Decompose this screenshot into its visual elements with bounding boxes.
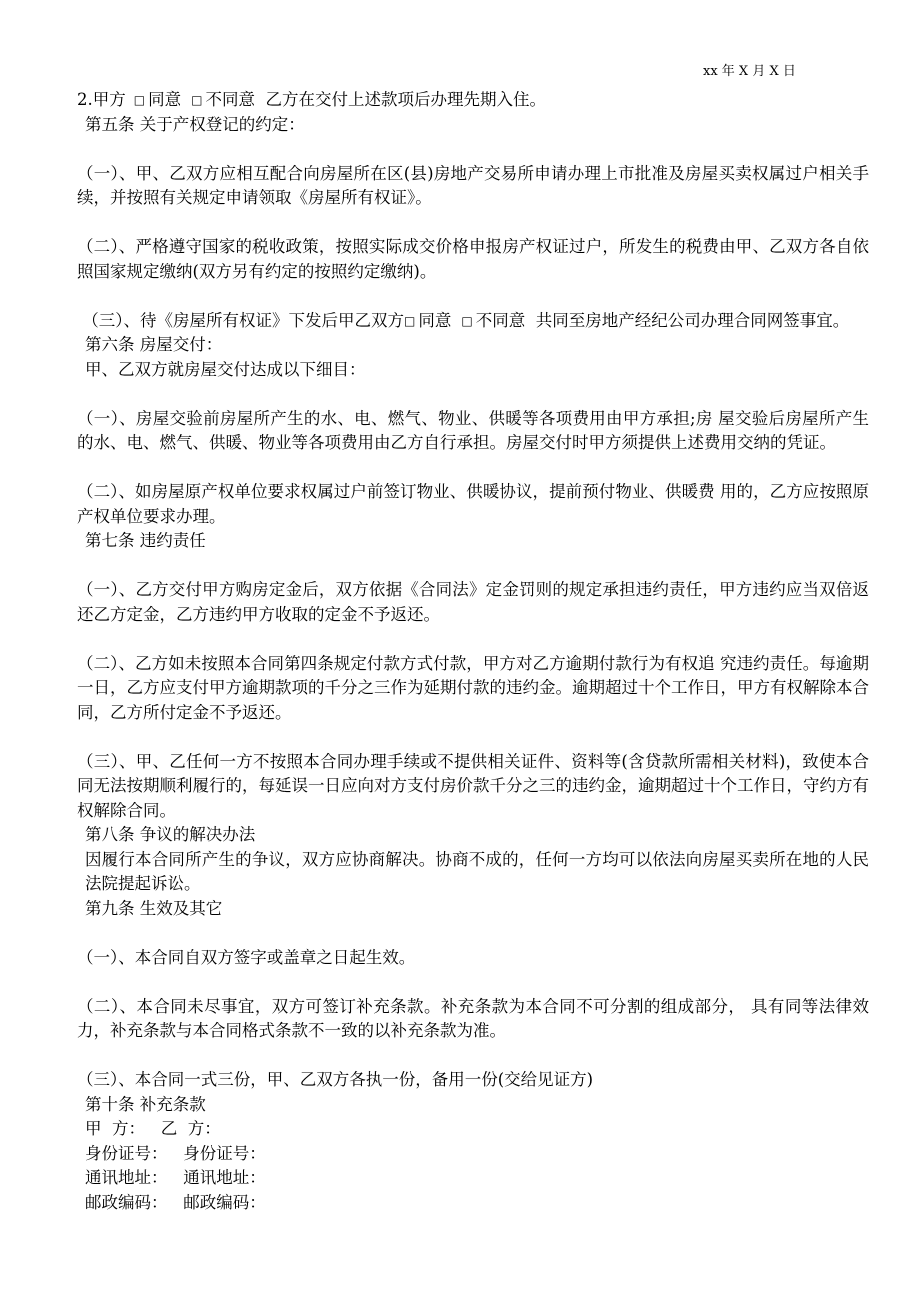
item-2-line [77, 88, 869, 113]
article-7-title: 第七条 违约责任 [85, 531, 206, 550]
article-8-para-1: 因履行本合同所产生的争议，双方应协商解决。协商不成的，任何一方均可以依法向房屋买卖所在地的人民法院提起诉讼。 [85, 849, 869, 893]
signature-postcode-line: 邮政编码： 邮政编码： [85, 1192, 266, 1212]
signature-party-line: 甲 方： 乙 方： [85, 1119, 221, 1138]
contract-body [77, 88, 869, 1215]
article-5-para-3-prefix: （三）、待《房屋所有权证》下发后甲乙双方 [82, 310, 404, 330]
article-6-title: 第六条 房屋交付： [85, 335, 223, 354]
signature-address-line: 通讯地址： 通讯地址： [85, 1168, 266, 1187]
article-9-para-3: （三）、本合同一式三份，甲、乙双方各执一份，备用一份(交给见证方) [77, 1070, 594, 1089]
article-6-para-1: （一）、房屋交验前房屋所产生的水、电、燃气、物业、供暖等各项费用由甲方承担;房 屋交验后房屋所产生的水、电、燃气、供暖、物业等各项费用由乙方自行承担。房屋交付时甲方须提供上述费用交纳的凭证。 [77, 408, 869, 452]
article-8-title: 第八条 争议的解决办法 [85, 825, 256, 844]
checkbox-disagree-icon[interactable]: □ [461, 313, 473, 328]
article-6-intro: 甲、乙双方就房屋交付达成以下细目： [85, 359, 366, 379]
article-7-para-1: （一）、乙方交付甲方购房定金后，双方依据《合同法》定金罚则的规定承担违约责任，甲方违约应当双倍返还乙方定金，乙方违约甲方收取的定金不予返还。 [77, 580, 869, 624]
article-9-title: 第九条 生效及其它 [85, 898, 223, 918]
article-9-para-2: （二）、本合同未尽事宜，双方可签订补充条款。补充条款为本合同不可分割的组成部分， 具有同等法律效力，补充条款与本合同格式条款不一致的以补充条款为准。 [77, 996, 869, 1040]
article-5-para-3-agree-label: 同意 [418, 310, 452, 330]
article-10-title: 第十条 补充条款 [85, 1094, 206, 1114]
article-5-para-3-disagree-label: 不同意 [475, 310, 526, 330]
article-5-para-3-suffix: 共同至房地产经纪公司办理合同网签事宜。 [535, 310, 850, 330]
item-2-suffix: 乙方在交付上述款项后办理先期入住。 [265, 90, 546, 109]
article-5-para-2: （二）、严格遵守国家的税收政策，按照实际成交价格申报房产权证过户，所发生的税费由甲、乙双方各自依照国家规定缴纳(双方另有约定的按照约定缴纳)。 [77, 237, 869, 281]
article-5-para-1: （一）、甲、乙双方应相互配合向房屋所在区(县)房地产交易所申请办理上市批准及房屋买卖权属过户相关手续，并按照有关规定申请领取《房屋所有权证》。 [77, 163, 869, 207]
article-5-title: 第五条 关于产权登记的约定： [85, 114, 305, 134]
item-2-disagree-label: 不同意 [205, 90, 255, 109]
header-date: xx 年 X 月 X 日 [703, 64, 796, 79]
item-2-agree-label: 同意 [148, 90, 182, 109]
article-7-para-3: （三）、甲、乙任何一方不按照本合同办理手续或不提供相关证件、资料等(含贷款所需相关材料)，致使本合同无法按期顺利履行的，每延误一日应向对方支付房价款千分之三的违约金，逾期超过十个工作日，守约方有权解除合同。 [77, 751, 869, 820]
article-6-para-2: （二）、如房屋原产权单位要求权属过户前签订物业、供暖协议，提前预付物业、供暖费 用的，乙方应按照原产权单位要求办理。 [77, 482, 869, 526]
item-2-prefix: 2.甲方 [77, 90, 126, 109]
checkbox-disagree-icon[interactable]: □ [191, 93, 203, 107]
signature-id-line: 身份证号： 身份证号： [85, 1143, 266, 1163]
article-5-para-3 [77, 309, 869, 334]
checkbox-agree-icon[interactable]: □ [133, 93, 146, 107]
checkbox-agree-icon[interactable]: □ [404, 313, 416, 328]
article-9-para-1: （一）、本合同自双方签字或盖章之日起生效。 [77, 947, 416, 967]
article-7-para-2: （二）、乙方如未按照本合同第四条规定付款方式付款，甲方对乙方逾期付款行为有权追 究违约责任。每逾期一日，乙方应支付甲方逾期款项的千分之三作为延期付款的违约金。逾期超过十个工作日，甲方有权解除本合同，乙方所付定金不予返还。 [77, 653, 869, 722]
